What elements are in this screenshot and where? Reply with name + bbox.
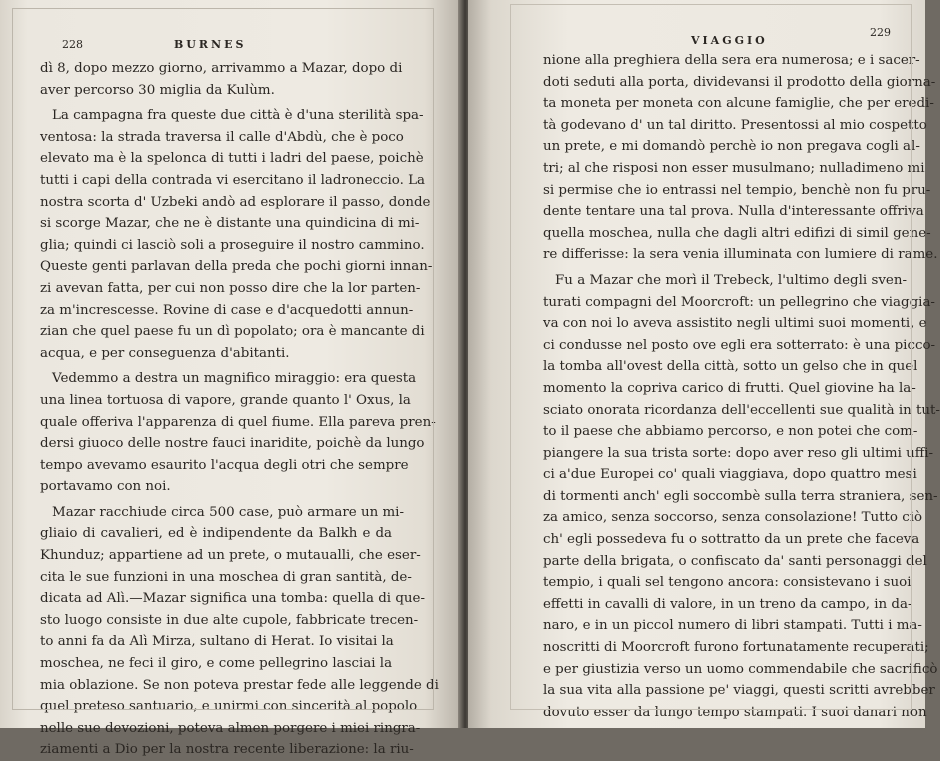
text-line: parte della brigata, o confiscato da' santi personaggi del xyxy=(543,553,927,569)
text-line: nelle sue devozioni, poteva almen porgere i miei ringra- xyxy=(40,720,421,736)
right-running-head-title: VIAGGIO xyxy=(691,34,768,47)
text-line: Khunduz; appartiene ad un prete, o mutaualli, che eser- xyxy=(40,548,421,564)
text-line: nostra scorta d' Uzbeki andò ad esplorare il passo, donde xyxy=(40,194,431,210)
text-line: ziamenti a Dio per la nostra recente liberazione: la riu- xyxy=(40,742,414,758)
text-line: zian che quel paese fu un dì popolato; ora è mancante di xyxy=(40,324,425,340)
text-line: quale offeriva l'apparenza di quel fiume. Ella pareva pren- xyxy=(40,414,436,430)
text-line: ventosa: la strada traversa il calle d'Abdù, che è poco xyxy=(40,129,404,145)
left-page xyxy=(0,0,462,758)
text-line: ch' egli possedeva fu o sottratto da un prete che faceva xyxy=(543,532,920,548)
right-page-number: 229 xyxy=(870,26,891,39)
text-line: dicata ad Alì.—Mazar significa una tomba: quella di que- xyxy=(40,591,425,607)
text-line: si scorge Mazar, che ne è distante una quindicina di mi- xyxy=(40,216,420,232)
text-line: glia; quindi ci lasciò soli a proseguire il nostro cammino. xyxy=(40,237,425,253)
text-line: Queste genti parlavan della preda che pochi giorni innan- xyxy=(40,259,433,275)
text-line: to anni fa da Alì Mirza, sultano di Herat. Io visitai la xyxy=(40,634,394,650)
text-line: ci a'due Europei co' quali viaggiava, dopo quattro mesi xyxy=(543,467,917,483)
text-line: tempo avevamo esaurito l'acqua degli otri che sempre xyxy=(40,457,409,473)
text-line: dì 8, dopo mezzo giorno, arrivammo a Mazar, dopo di xyxy=(40,61,403,76)
text-line: sto luogo consiste in due alte cupole, fabbricate trecen- xyxy=(40,612,419,628)
text-line: va con noi lo aveva assistito negli ultimi suoi momenti, e xyxy=(543,316,927,332)
text-line: doti seduti alla porta, dividevansi il prodotto della giorna- xyxy=(543,74,936,90)
text-line: piangere la sua trista sorte: dopo aver reso gli ultimi uffi- xyxy=(543,445,934,461)
text-line: tutti i capi della contrada vi esercitano il ladroneccio. La xyxy=(40,172,425,188)
text-line: turati compagni del Moorcroft: un pellegrino che viaggia- xyxy=(543,294,935,310)
text-line: naro, e in un piccol numero di libri stampati. Tutti i ma- xyxy=(543,618,922,634)
text-line: tri; al che risposi non esser musulmano; nulladimeno mi xyxy=(543,160,925,176)
left-running-header xyxy=(40,34,410,58)
text-line: La campagna fra queste due città è d'una sterilità spa- xyxy=(52,108,424,124)
text-line: gliaio di cavalieri, ed è indipendente da Balkh e da xyxy=(40,526,392,542)
text-line: quella moschea, nulla che dagli altri edifizi di simil gene- xyxy=(543,225,931,241)
text-line: dente tentare una tal prova. Nulla d'interessante offriva xyxy=(543,204,924,220)
text-line: sciato onorata ricordanza dell'eccellenti sue qualità in tut- xyxy=(543,402,940,418)
text-line: la sua vita alla passione pe' viaggi, questi scritti avrebber xyxy=(543,683,935,699)
text-line: re differisse: la sera venia illuminata con lumiere di rame. xyxy=(543,247,938,263)
text-line: mia oblazione. Se non poteva prestar fede alle leggende di xyxy=(40,677,439,693)
left-page-number: 228 xyxy=(62,38,83,51)
left-running-head-title: BURNES xyxy=(174,38,247,51)
text-line: cita le sue funzioni in una moschea di gran santità, de- xyxy=(40,569,412,585)
text-line: momento la copriva carico di frutti. Quel giovine ha la- xyxy=(543,380,916,396)
text-line: za amico, senza soccorso, senza consolazione! Tutto ciò xyxy=(543,510,923,526)
text-line: elevato ma è la spelonca di tutti i ladri del paese, poichè xyxy=(40,151,424,167)
right-page-text xyxy=(543,50,940,723)
text-line: un prete, e mi domandò perchè io non pregava cogli al- xyxy=(543,139,920,155)
text-line: moschea, ne feci il giro, e come pellegrino lasciai la xyxy=(40,656,393,672)
text-line: una linea tortuosa di vapore, grande quanto l' Oxus, la xyxy=(40,392,411,408)
text-line: aver percorso 30 miglia da Kulùm. xyxy=(40,82,275,98)
right-running-header xyxy=(543,26,911,50)
text-line: si permise che io entrassi nel tempio, benchè non fu pru- xyxy=(543,182,931,198)
text-line: di tormenti anch' egli soccombè sulla terra straniera, sen- xyxy=(543,488,938,504)
text-line: Vedemmo a destra un magnifico miraggio: era questa xyxy=(52,371,417,387)
text-line: tà godevano d' un tal diritto. Presentossi al mio cospetto xyxy=(543,117,927,133)
text-line: effetti in cavalli di valore, in un treno da campo, in da- xyxy=(543,596,913,612)
text-line: la tomba all'ovest della città, sotto un gelso che in quel xyxy=(543,359,918,375)
right-page xyxy=(468,0,940,728)
text-line: to il paese che abbiamo percorso, e non potei che com- xyxy=(543,424,918,440)
text-line: acqua, e per conseguenza d'abitanti. xyxy=(40,345,290,361)
text-line: ci condusse nel posto ove egli era sotterrato: è una picco- xyxy=(543,337,936,353)
text-line: nione alla preghiera della sera era numerosa; e i sacer- xyxy=(543,53,920,68)
text-line: e per giustizia verso un uomo commendabile che sacrificò xyxy=(543,661,938,677)
text-line: dersi giuoco delle nostre fauci inaridite, poichè da lungo xyxy=(40,436,425,452)
text-line: noscritti di Moorcroft furono fortunatamente recuperati; xyxy=(543,640,929,656)
text-line: ta moneta per moneta con alcune famiglie, che per eredi- xyxy=(543,96,934,112)
text-line: tempio, i quali sel tengono ancora: consistevano i suoi xyxy=(543,575,912,591)
text-line: Fu a Mazar che morì il Trebeck, l'ultimo degli sven- xyxy=(555,272,907,288)
text-line: za m'increscesse. Rovine di case e d'acquedotti annun- xyxy=(40,302,414,318)
text-line: portavamo con noi. xyxy=(40,479,171,495)
left-page-text xyxy=(40,58,439,761)
text-line: quel preteso santuario, e unirmi con sincerità al popolo xyxy=(40,699,418,715)
text-line: zi avevan fatta, per cui non posso dire che la lor parten- xyxy=(40,280,421,296)
text-line: dovuto esser da lungo tempo stampati. I suoi danari non xyxy=(543,704,927,720)
text-line: Mazar racchiude circa 500 case, può armare un mi- xyxy=(52,504,404,520)
